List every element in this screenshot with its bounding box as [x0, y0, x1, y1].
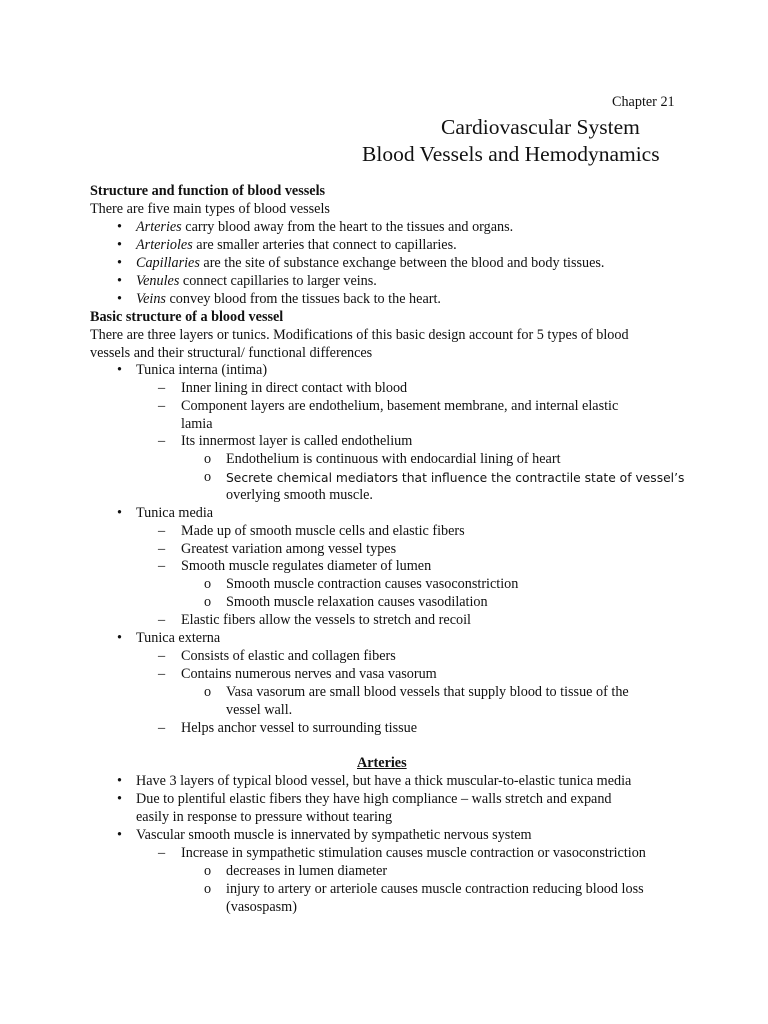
term-capillaries: Capillaries [136, 255, 200, 271]
list-item: Smooth muscle contraction causes vasoconstriction [226, 576, 519, 592]
dash-marker: – [158, 666, 166, 682]
dash-marker: – [158, 380, 166, 396]
list-item: Have 3 layers of typical blood vessel, but have a thick muscular-to-elastic tunica media [136, 773, 632, 789]
list-item: Endothelium is continuous with endocardial lining of heart [226, 451, 561, 467]
dash-marker: – [158, 541, 166, 557]
list-item: Inner lining in direct contact with blood [181, 380, 408, 396]
circle-marker: o [204, 881, 212, 897]
list-item: Due to plentiful elastic fibers they have high compliance – walls stretch and expand [136, 791, 612, 807]
section-intro-line-2: vessels and their structural/ functional differences [90, 345, 373, 361]
dash-marker: – [158, 720, 166, 736]
dash-marker: – [158, 398, 166, 414]
list-item: Component layers are endothelium, basement membrane, and internal elastic [181, 398, 619, 414]
list-item: Elastic fibers allow the vessels to stretch and recoil [181, 612, 471, 628]
term-veins: Veins [136, 291, 166, 307]
list-item: decreases in lumen diameter [226, 863, 388, 879]
section-heading-basic-structure: Basic structure of a blood vessel [90, 309, 284, 325]
circle-marker: o [204, 469, 212, 485]
term-venules: Venules [136, 273, 180, 289]
item-text: carry blood away from the heart to the tissues and organs. [181, 219, 514, 235]
list-item-continuation: overlying smooth muscle. [226, 487, 373, 503]
bullet-marker: • [117, 791, 122, 807]
list-item-continuation: (vasospasm) [226, 899, 297, 915]
bullet-marker: • [117, 255, 122, 271]
dash-marker: – [158, 558, 166, 574]
bullet-marker: • [117, 630, 122, 646]
circle-marker: o [204, 576, 212, 592]
dash-marker: – [158, 523, 166, 539]
dash-marker: – [158, 648, 166, 664]
title-line-1: Cardiovascular System [441, 115, 640, 139]
list-item-continuation: vessel wall. [226, 702, 293, 718]
list-item: Helps anchor vessel to surrounding tissue [181, 720, 418, 736]
bullet-marker: • [117, 273, 122, 289]
title-line-2: Blood Vessels and Hemodynamics [362, 142, 660, 166]
list-item: Made up of smooth muscle cells and elastic fibers [181, 523, 465, 539]
bullet-marker: • [117, 827, 122, 843]
item-text: are smaller arteries that connect to capillaries. [192, 237, 457, 253]
list-item: Greatest variation among vessel types [181, 541, 397, 557]
list-item: Contains numerous nerves and vasa vasorum [181, 666, 437, 682]
term-arterioles: Arterioles [136, 237, 193, 253]
list-item: Smooth muscle relaxation causes vasodilation [226, 594, 488, 610]
dash-marker: – [158, 845, 166, 861]
list-item-continuation: easily in response to pressure without tearing [136, 809, 393, 825]
dash-marker: – [158, 433, 166, 449]
circle-marker: o [204, 594, 212, 610]
tunica-externa-label: Tunica externa [136, 630, 221, 646]
list-item: Increase in sympathetic stimulation causes muscle contraction or vasoconstriction [181, 845, 646, 861]
list-item-continuation: lamia [181, 416, 213, 432]
term-arteries: Arteries [136, 219, 182, 235]
circle-marker: o [204, 863, 212, 879]
arteries-heading: Arteries [357, 755, 407, 771]
chapter-label: Chapter 21 [612, 94, 675, 110]
list-item: Vasa vasorum are small blood vessels that supply blood to tissue of the [226, 684, 629, 700]
circle-marker: o [204, 451, 212, 467]
tunica-interna-label: Tunica interna (intima) [136, 362, 268, 378]
bullet-marker: • [117, 291, 122, 307]
list-item: Secrete chemical mediators that influence the contractile state of vessel’s [226, 471, 685, 485]
section-intro: There are five main types of blood vessels [90, 201, 330, 217]
list-item: Its innermost layer is called endothelium [181, 433, 413, 449]
bullet-marker: • [117, 219, 122, 235]
circle-marker: o [204, 684, 212, 700]
item-text: connect capillaries to larger veins. [179, 273, 377, 289]
list-item: injury to artery or arteriole causes muscle contraction reducing blood loss [226, 881, 644, 897]
list-item: Vascular smooth muscle is innervated by sympathetic nervous system [136, 827, 532, 843]
bullet-marker: • [117, 505, 122, 521]
section-intro-line-1: There are three layers or tunics. Modifications of this basic design account for 5 types of blood [90, 327, 629, 343]
bullet-marker: • [117, 362, 122, 378]
dash-marker: – [158, 612, 166, 628]
bullet-marker: • [117, 237, 122, 253]
item-text: are the site of substance exchange between the blood and body tissues. [199, 255, 605, 271]
list-item: Consists of elastic and collagen fibers [181, 648, 396, 664]
bullet-marker: • [117, 773, 122, 789]
tunica-media-label: Tunica media [136, 505, 214, 521]
item-text: convey blood from the tissues back to the heart. [165, 291, 441, 307]
section-heading-structure: Structure and function of blood vessels [90, 183, 326, 199]
list-item: Smooth muscle regulates diameter of lumen [181, 558, 432, 574]
